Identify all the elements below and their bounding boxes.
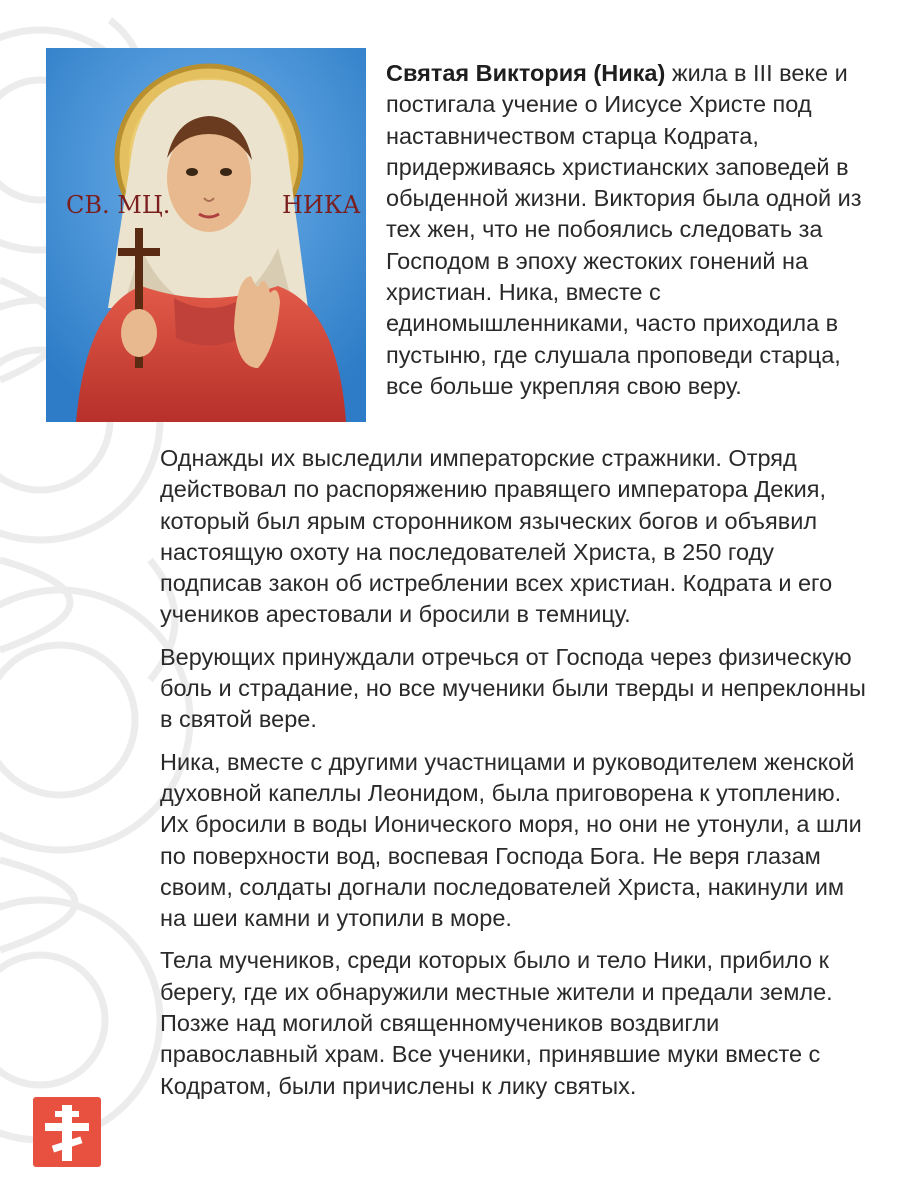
paragraph: Однажды их выследили императорские стражники. Отряд действовал по распоряжению правящего императора Декия, который был ярым сторонником языческих богов и объявил настоящую охоту на последователей Христа, в 250 году подписав закон об истреблении всех христиан. Кодрата и его учеников арестовали и бросили в темницу. bbox=[160, 445, 833, 628]
intro-text: жила в III веке и постигала учение о Иисусе Христе под наставничеством старца Кодрата, придерживаясь христианских заповедей в обыденной жизни. Виктория была одной из тех жен, что не побоялись следовать за Господом в эпоху жестоких гонений на христиан. Ника, вместе с единомышленниками, часто приходила в пустыню, где слушала проповеди старца, все больше укрепляя свою веру. bbox=[386, 60, 862, 399]
paragraph: Тела мучеников, среди которых было и тело Ники, прибило к берегу, где их обнаружили местные жители и предали земле. Позже над могилой священномучеников воздвигли православный храм. Все ученики, принявшие муки вместе с Кодратом, были причислены к лику святых. bbox=[160, 947, 833, 1099]
icon-painting bbox=[46, 48, 366, 422]
intro-paragraph bbox=[386, 58, 866, 402]
paragraph: Верующих принуждали отречься от Господа через физическую боль и страдание, но все мученики были тверды и непреклонны в святой вере. bbox=[160, 643, 866, 733]
article-body bbox=[160, 443, 875, 1113]
icon-inscription-left: СВ. МЦ. bbox=[66, 191, 171, 219]
saint-name: Святая Виктория (Ника) bbox=[386, 60, 666, 86]
saint-nika-icon-image bbox=[46, 48, 366, 422]
icon-inscription-right: НИКА bbox=[282, 191, 361, 219]
site-logo bbox=[33, 1097, 101, 1167]
orthodox-cross-icon bbox=[33, 1097, 101, 1167]
paragraph: Ника, вместе с другими участницами и руководителем женской духовной капеллы Леонидом, была приговорена к утоплению. Их бросили в воды Ионического моря, но они не утонули, а шли по поверхности вод, воспевая Господа Бога. Не веря глазам своим, солдаты догнали последователей Христа, накинули им на шеи камни и утопили в море. bbox=[160, 748, 862, 932]
